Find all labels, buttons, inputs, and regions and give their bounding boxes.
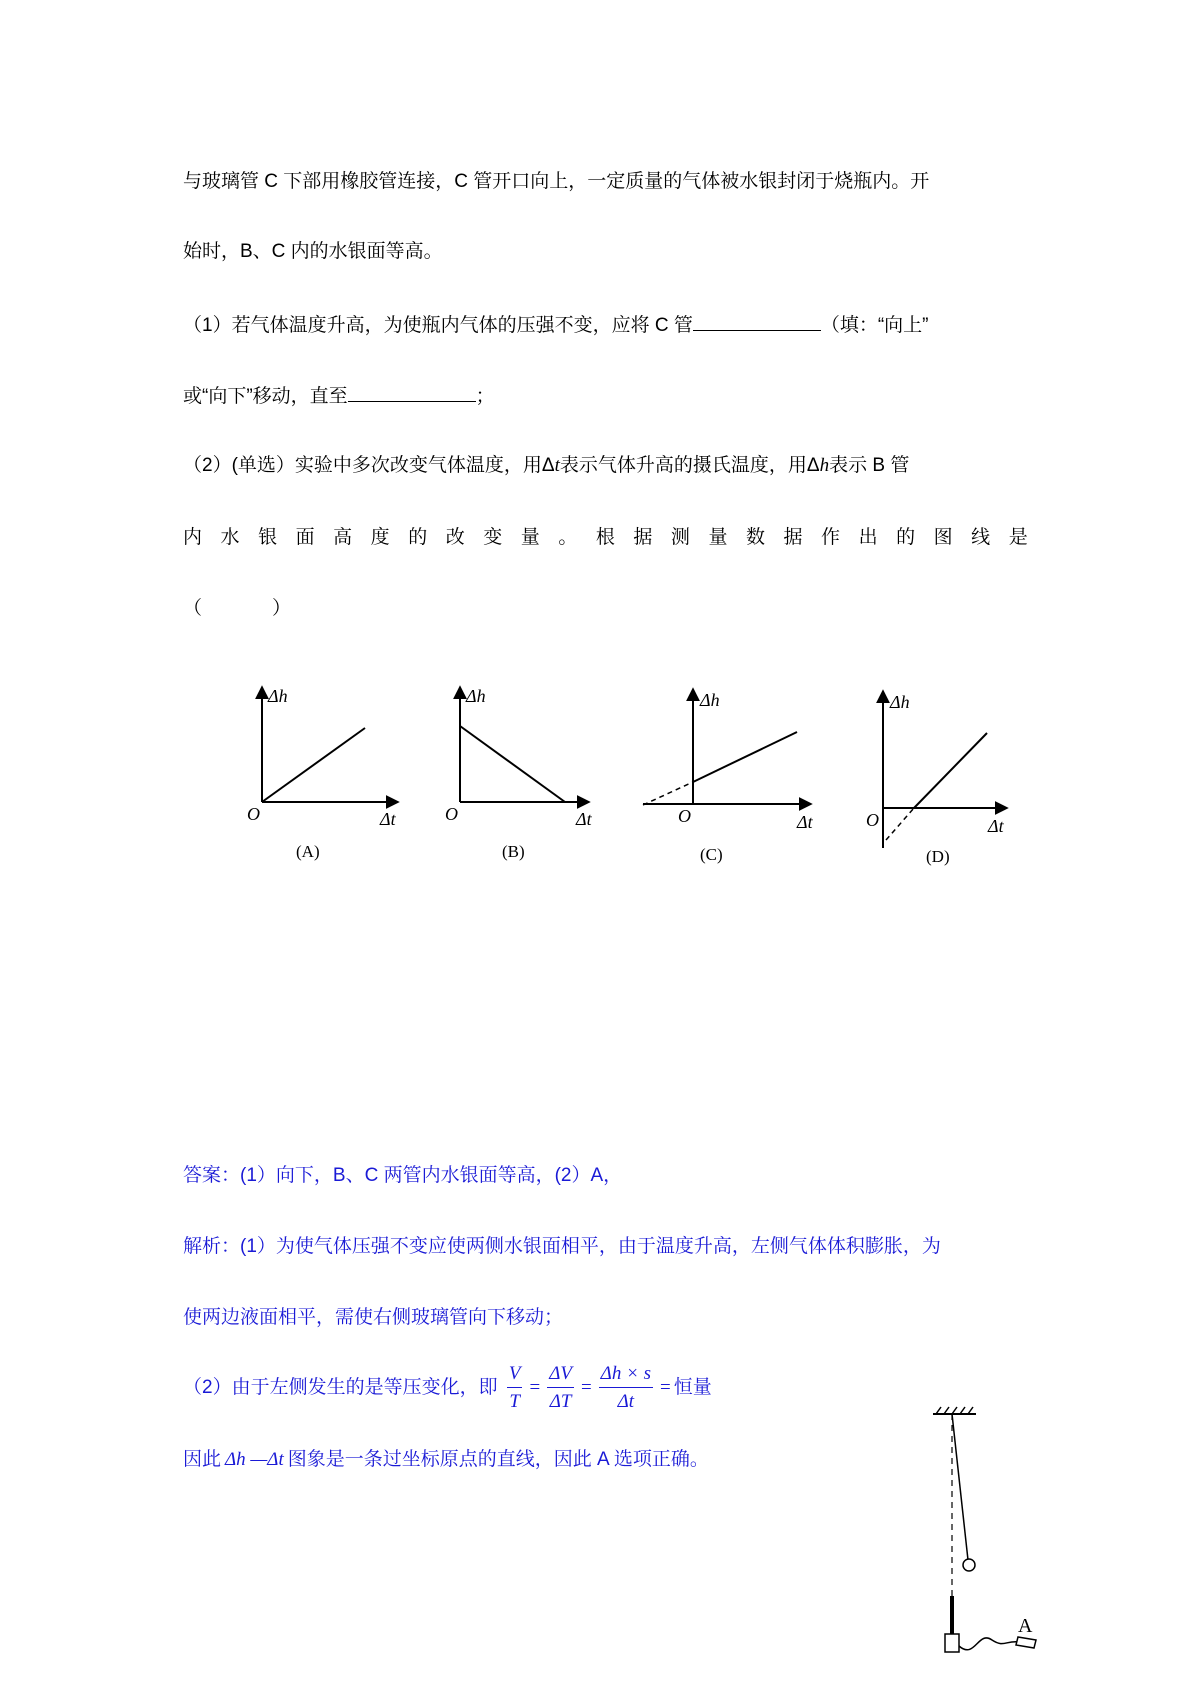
graph-d[interactable] — [866, 692, 1006, 866]
frac2-denominator: ΔT — [549, 1390, 572, 1412]
graph-d-x-label: Δt — [988, 816, 1004, 836]
analysis-line-2: 使两边液面相平，需使右侧玻璃管向下移动； — [183, 1307, 564, 1328]
q2-char: 线 — [971, 527, 991, 548]
graph-a-caption: (A) — [296, 842, 320, 861]
analysis-line-4-graph-name: Δh —Δt — [225, 1449, 284, 1470]
q2-char: 内 — [183, 527, 203, 548]
photogate-box — [945, 1634, 959, 1652]
graph-d-origin: O — [866, 810, 879, 830]
q2-h-variable: h — [819, 455, 830, 476]
analysis-line-1: 解析：(1）为使气体压强不变应使两侧水银面相平，由于温度升高，左侧气体体积膨胀，为 — [183, 1236, 941, 1257]
q2-char: 测 — [670, 527, 690, 548]
graph-c-x-label: Δt — [797, 812, 813, 832]
graph-b-origin: O — [445, 804, 458, 824]
constant-text: 恒量 — [673, 1377, 712, 1398]
graph-b[interactable] — [445, 686, 593, 861]
frac3-denominator: Δt — [617, 1390, 635, 1412]
q1-text-part1: （1）若气体温度升高，为使瓶内气体的压强不变，应将 C 管 — [183, 315, 693, 336]
graph-a[interactable] — [247, 686, 397, 861]
graph-d-caption: (D) — [926, 847, 950, 866]
frac1-numerator: V — [507, 1363, 523, 1388]
graph-a-x-label: Δt — [380, 809, 396, 829]
graph-d-y-label: Δh — [890, 692, 910, 712]
graph-b-y-label: Δh — [466, 686, 486, 706]
graph-a-line — [262, 728, 365, 802]
q2-char: 根 — [595, 527, 615, 548]
frac1-denominator: T — [509, 1390, 520, 1412]
q1-text-part3: 或“向下”移动，直至 — [183, 386, 348, 407]
analysis-line-4-suffix: 图象是一条过坐标原点的直线，因此 A 选项正确。 — [287, 1449, 709, 1470]
frac3-numerator: Δh × s — [599, 1363, 653, 1388]
graph-c-y-label: Δh — [700, 690, 720, 710]
q2-char: 量 — [708, 527, 728, 548]
q2-char: 度 — [370, 527, 390, 548]
q2-suffix: 表示 B 管 — [829, 455, 910, 476]
q2-char: 。 — [558, 527, 578, 548]
graph-c-caption: (C) — [700, 845, 723, 864]
graph-c-line — [693, 732, 797, 782]
q1-text-part2: （填：“向上” — [820, 315, 929, 336]
q2-char: 据 — [633, 527, 653, 548]
graph-a-origin: O — [247, 804, 260, 824]
analysis-line-4-prefix: 因此 — [183, 1449, 222, 1470]
q2-char: 的 — [408, 527, 428, 548]
graph-b-line — [460, 726, 565, 802]
bracket-open: （ — [183, 598, 203, 619]
sensor-cable — [959, 1638, 1020, 1650]
photogate-rod — [950, 1596, 954, 1634]
analysis-line-4 — [183, 1448, 709, 1472]
pendulum-label: A — [1018, 1615, 1033, 1637]
q2-char: 出 — [858, 527, 878, 548]
q2-char: 作 — [821, 527, 841, 548]
intro-line-2: 始时，B、C 内的水银面等高。 — [183, 241, 443, 262]
q2-char: 的 — [896, 527, 916, 548]
fraction-dh-s-over-dt — [599, 1363, 653, 1413]
sensor-plug — [1016, 1637, 1036, 1648]
answer-line: 答案：(1）向下，B、C 两管内水银面等高，(2）A， — [183, 1165, 623, 1186]
equals-sign: = — [580, 1377, 592, 1398]
intro-line-1: 与玻璃管 C 下部用橡胶管连接，C 管开口向上，一定质量的气体被水银封闭于烧瓶内。开 — [183, 171, 930, 192]
bracket-close: ） — [272, 598, 292, 619]
graph-d-line — [914, 733, 987, 808]
frac2-numerator: ΔV — [547, 1363, 574, 1388]
pendulum-bob — [963, 1559, 975, 1571]
q2-char: 高 — [333, 527, 353, 548]
q2-char: 据 — [783, 527, 803, 548]
graph-c-origin: O — [678, 806, 691, 826]
graph-b-x-label: Δt — [576, 809, 592, 829]
graph-a-y-label: Δh — [268, 686, 288, 706]
graph-c[interactable] — [643, 690, 814, 864]
q2-prefix: （2）(单选）实验中多次改变气体温度，用 — [183, 455, 542, 476]
q2-char: 变 — [483, 527, 503, 548]
graph-b-caption: (B) — [502, 842, 525, 861]
q2-char: 数 — [745, 527, 765, 548]
equals-sign: = — [660, 1377, 671, 1398]
pendulum-string — [952, 1414, 968, 1560]
q2-delta-t-symbol: Δ — [541, 455, 555, 476]
q1-text-part4: ； — [475, 386, 495, 407]
q2-char: 面 — [295, 527, 315, 548]
q2-char: 是 — [1008, 527, 1028, 548]
graph-c-dashed-extension — [643, 782, 693, 805]
q2-char: 银 — [258, 527, 278, 548]
graph-d-dashed-extension — [886, 808, 914, 840]
q2-delta-h-symbol: Δ — [806, 455, 820, 476]
fraction-dv-over-dt — [547, 1363, 574, 1413]
q2-middle: 表示气体升高的摄氏温度，用 — [559, 455, 807, 476]
q2-t-variable: t — [554, 455, 560, 476]
fraction-v-over-t — [507, 1363, 523, 1413]
q2-char: 改 — [445, 527, 465, 548]
q2-char: 图 — [933, 527, 953, 548]
equals-sign: = — [529, 1377, 541, 1398]
analysis-line-3-prefix: （2）由于左侧发生的是等压变化，即 — [183, 1377, 498, 1398]
analysis-line-3 — [183, 1360, 712, 1416]
q2-char: 水 — [220, 527, 240, 548]
pendulum-figure — [933, 1407, 1036, 1652]
q2-char: 量 — [520, 527, 540, 548]
